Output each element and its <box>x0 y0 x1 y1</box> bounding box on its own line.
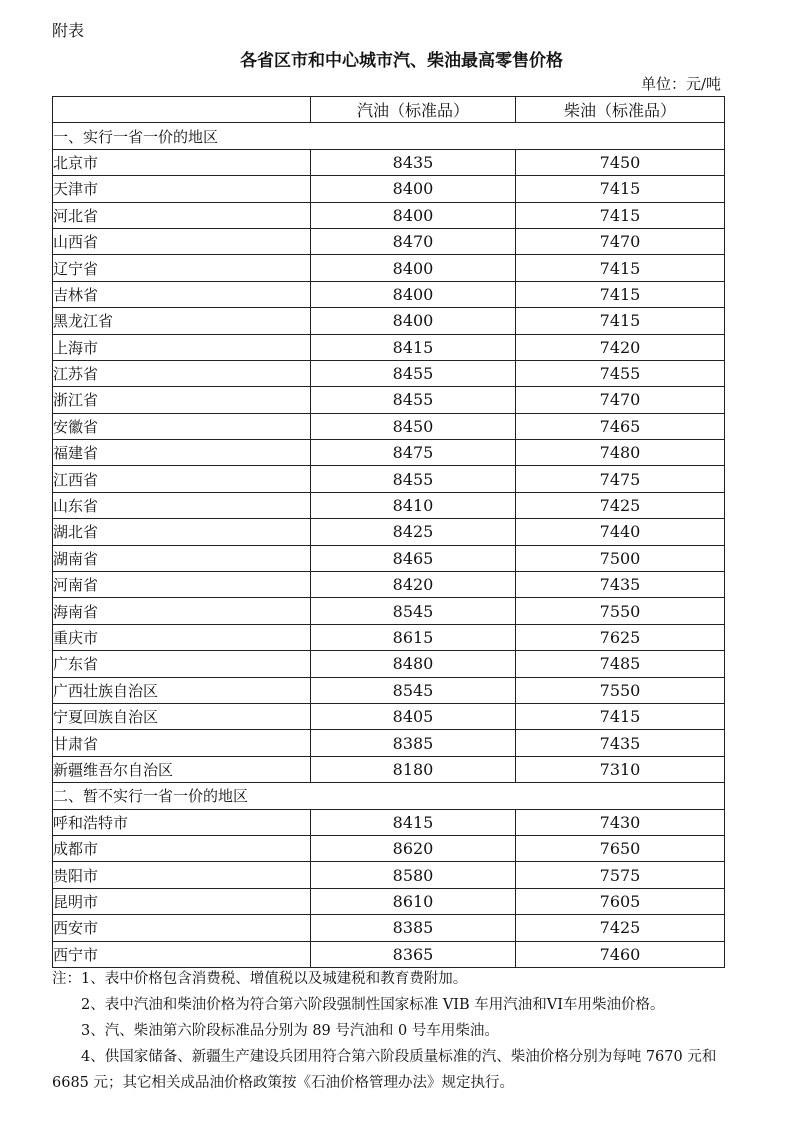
diesel-price-cell: 7310 <box>516 756 725 782</box>
region-cell: 成都市 <box>53 835 311 861</box>
diesel-price-cell: 7605 <box>516 888 725 914</box>
diesel-price-cell: 7440 <box>516 519 725 545</box>
table-row <box>53 334 725 360</box>
table-row <box>53 624 725 650</box>
table-row <box>53 835 725 861</box>
table-row <box>53 202 725 228</box>
diesel-price-cell: 7455 <box>516 360 725 386</box>
gasoline-price-cell: 8450 <box>311 413 516 439</box>
table-row <box>53 572 725 598</box>
price-table-body <box>53 123 725 968</box>
diesel-price-cell: 7650 <box>516 835 725 861</box>
region-cell: 宁夏回族自治区 <box>53 703 311 729</box>
region-cell: 黑龙江省 <box>53 308 311 334</box>
gasoline-price-cell: 8400 <box>311 255 516 281</box>
table-row <box>53 360 725 386</box>
section-header-row <box>53 123 725 149</box>
gasoline-price-cell: 8405 <box>311 703 516 729</box>
gasoline-price-cell: 8400 <box>311 308 516 334</box>
gasoline-price-cell: 8610 <box>311 888 516 914</box>
table-row <box>53 545 725 571</box>
gasoline-price-cell: 8180 <box>311 756 516 782</box>
diesel-price-cell: 7415 <box>516 255 725 281</box>
gasoline-price-cell: 8385 <box>311 730 516 756</box>
header-region <box>53 97 311 123</box>
table-row <box>53 176 725 202</box>
table-row <box>53 255 725 281</box>
diesel-price-cell: 7425 <box>516 915 725 941</box>
table-row <box>53 598 725 624</box>
region-cell: 浙江省 <box>53 387 311 413</box>
region-cell: 西安市 <box>53 915 311 941</box>
diesel-price-cell: 7625 <box>516 624 725 650</box>
region-cell: 河北省 <box>53 202 311 228</box>
diesel-price-cell: 7460 <box>516 941 725 967</box>
diesel-price-cell: 7470 <box>516 228 725 254</box>
gasoline-price-cell: 8545 <box>311 677 516 703</box>
gasoline-price-cell: 8365 <box>311 941 516 967</box>
table-row <box>53 915 725 941</box>
gasoline-price-cell: 8385 <box>311 915 516 941</box>
diesel-price-cell: 7435 <box>516 730 725 756</box>
note-2: 2、表中汽油和柴油价格为符合第六阶段强制性国家标准 VIB 车用汽油和VI车用柴油价格。 <box>81 997 665 1013</box>
diesel-price-cell: 7450 <box>516 149 725 175</box>
gasoline-price-cell: 8455 <box>311 387 516 413</box>
region-cell: 呼和浩特市 <box>53 809 311 835</box>
diesel-price-cell: 7415 <box>516 176 725 202</box>
region-cell: 上海市 <box>53 334 311 360</box>
header-diesel: 柴油（标准品） <box>516 97 725 123</box>
gasoline-price-cell: 8435 <box>311 149 516 175</box>
gasoline-price-cell: 8400 <box>311 176 516 202</box>
gasoline-price-cell: 8545 <box>311 598 516 624</box>
table-row <box>53 281 725 307</box>
diesel-price-cell: 7415 <box>516 202 725 228</box>
table-row <box>53 228 725 254</box>
gasoline-price-cell: 8400 <box>311 281 516 307</box>
note-3: 3、汽、柴油第六阶段标准品分别为 89 号汽油和 0 号车用柴油。 <box>81 1023 499 1039</box>
region-cell: 昆明市 <box>53 888 311 914</box>
notes <box>52 966 724 1096</box>
diesel-price-cell: 7415 <box>516 281 725 307</box>
region-cell: 广东省 <box>53 651 311 677</box>
diesel-price-cell: 7420 <box>516 334 725 360</box>
diesel-price-cell: 7415 <box>516 703 725 729</box>
region-cell: 甘肃省 <box>53 730 311 756</box>
table-row <box>53 651 725 677</box>
price-table <box>52 96 725 968</box>
region-cell: 安徽省 <box>53 413 311 439</box>
page-title: 各省区市和中心城市汽、柴油最高零售价格 <box>240 51 563 71</box>
region-cell: 重庆市 <box>53 624 311 650</box>
table-row <box>53 387 725 413</box>
gasoline-price-cell: 8455 <box>311 466 516 492</box>
gasoline-price-cell: 8465 <box>311 545 516 571</box>
table-row <box>53 888 725 914</box>
gasoline-price-cell: 8410 <box>311 492 516 518</box>
diesel-price-cell: 7475 <box>516 466 725 492</box>
region-cell: 北京市 <box>53 149 311 175</box>
table-row <box>53 492 725 518</box>
header-gasoline: 汽油（标准品） <box>311 97 516 123</box>
table-row <box>53 941 725 967</box>
diesel-price-cell: 7485 <box>516 651 725 677</box>
appendix-label: 附表 <box>52 21 85 40</box>
section-header-row <box>53 783 725 809</box>
region-cell: 湖南省 <box>53 545 311 571</box>
diesel-price-cell: 7550 <box>516 677 725 703</box>
region-cell: 江苏省 <box>53 360 311 386</box>
table-row <box>53 703 725 729</box>
table-row <box>53 440 725 466</box>
region-cell: 辽宁省 <box>53 255 311 281</box>
diesel-price-cell: 7575 <box>516 862 725 888</box>
gasoline-price-cell: 8620 <box>311 835 516 861</box>
table-row <box>53 149 725 175</box>
region-cell: 山西省 <box>53 228 311 254</box>
table-row <box>53 308 725 334</box>
gasoline-price-cell: 8420 <box>311 572 516 598</box>
diesel-price-cell: 7470 <box>516 387 725 413</box>
region-cell: 广西壮族自治区 <box>53 677 311 703</box>
diesel-price-cell: 7430 <box>516 809 725 835</box>
diesel-price-cell: 7500 <box>516 545 725 571</box>
diesel-price-cell: 7550 <box>516 598 725 624</box>
table-row <box>53 677 725 703</box>
diesel-price-cell: 7425 <box>516 492 725 518</box>
gasoline-price-cell: 8415 <box>311 809 516 835</box>
gasoline-price-cell: 8415 <box>311 334 516 360</box>
gasoline-price-cell: 8470 <box>311 228 516 254</box>
gasoline-price-cell: 8425 <box>311 519 516 545</box>
gasoline-price-cell: 8400 <box>311 202 516 228</box>
diesel-price-cell: 7435 <box>516 572 725 598</box>
diesel-price-cell: 7465 <box>516 413 725 439</box>
gasoline-price-cell: 8615 <box>311 624 516 650</box>
gasoline-price-cell: 8480 <box>311 651 516 677</box>
region-cell: 西宁市 <box>53 941 311 967</box>
table-header-row <box>53 97 725 123</box>
region-cell: 海南省 <box>53 598 311 624</box>
region-cell: 江西省 <box>53 466 311 492</box>
table-row <box>53 466 725 492</box>
section-title: 一、实行一省一价的地区 <box>53 123 725 149</box>
table-row <box>53 413 725 439</box>
region-cell: 山东省 <box>53 492 311 518</box>
region-cell: 福建省 <box>53 440 311 466</box>
region-cell: 贵阳市 <box>53 862 311 888</box>
table-row <box>53 519 725 545</box>
region-cell: 湖北省 <box>53 519 311 545</box>
table-row <box>53 730 725 756</box>
table-row <box>53 862 725 888</box>
table-row <box>53 809 725 835</box>
region-cell: 吉林省 <box>53 281 311 307</box>
diesel-price-cell: 7480 <box>516 440 725 466</box>
section-title: 二、暂不实行一省一价的地区 <box>53 783 725 809</box>
unit-label: 单位：元/吨 <box>640 75 721 93</box>
diesel-price-cell: 7415 <box>516 308 725 334</box>
region-cell: 新疆维吾尔自治区 <box>53 756 311 782</box>
table-row <box>53 756 725 782</box>
region-cell: 河南省 <box>53 572 311 598</box>
gasoline-price-cell: 8580 <box>311 862 516 888</box>
gasoline-price-cell: 8475 <box>311 440 516 466</box>
gasoline-price-cell: 8455 <box>311 360 516 386</box>
note-1: 注：1、表中价格包含消费税、增值税以及城建税和教育费附加。 <box>52 971 468 987</box>
note-4: 4、供国家储备、新疆生产建设兵团用符合第六阶段质量标准的汽、柴油价格分别为每吨 7670 元和 6685 元；其它相关成品油价格政策按《石油价格管理办法》规定执行。 <box>52 1049 717 1091</box>
region-cell: 天津市 <box>53 176 311 202</box>
